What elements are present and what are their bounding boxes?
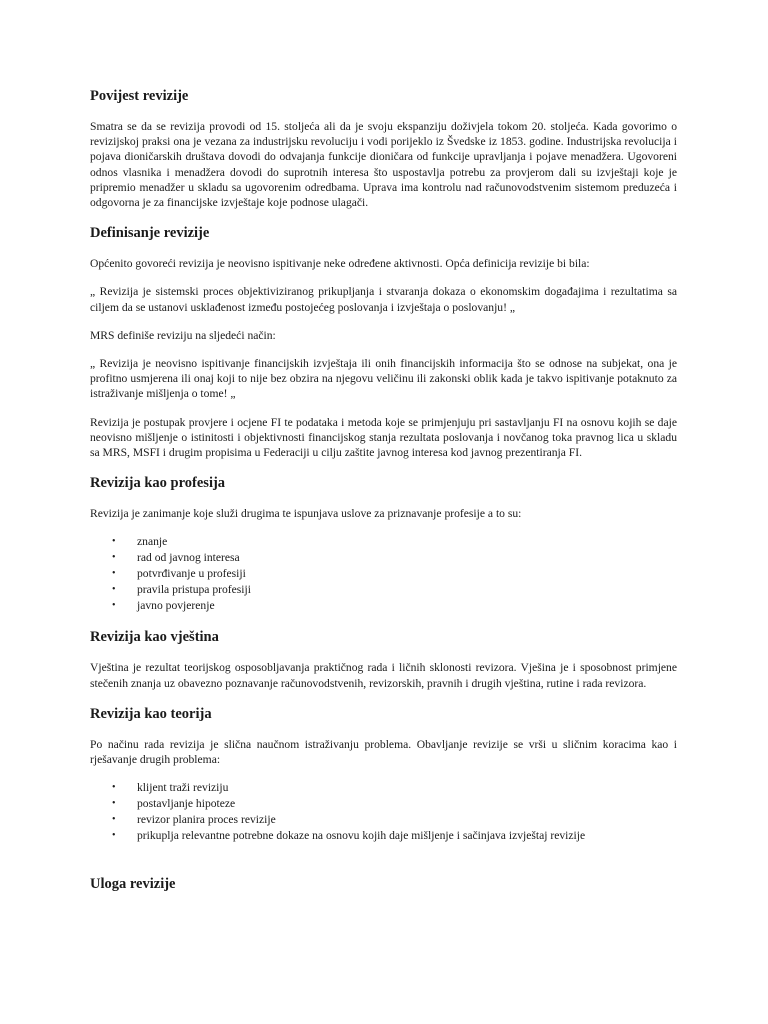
bullet-list [90, 534, 677, 614]
section-povijest-revizije [90, 86, 677, 210]
heading-revizija-kao-vjestina: Revizija kao vještina [90, 629, 219, 646]
document-page [90, 82, 677, 907]
heading-uloga-revizije: Uloga revizije [90, 876, 176, 893]
list-item [112, 550, 677, 566]
list-item [112, 566, 677, 582]
paragraph: MRS definiše reviziju na sljedeći način: [90, 328, 276, 342]
list-item [112, 582, 677, 598]
section-revizija-kao-teorija [90, 704, 677, 844]
paragraph: Smatra se da se revizija provodi od 15. stoljeća ali da je svoju ekspanziju doživjela tokom 20. stoljeća. Kada govorimo o revizijskoj praksi ona je vezana za industrijsku revoluciju i vodi porijeklo iz Švedske iz 1853. godine. Industrijska revolucija i pojava dioničarskih društava dovodi do odvajanja funkcije dioničara od funkcije upravljanja i pojave menadžera. Ugovoreni odnos vlasnika i menadžera dovodi do suprotnih interesa što uspostavlja potrebu za provjerom dali su izvještaji koje je pripremio menadžer u skladu sa ugovorenim odredbama. Uprava ima kontrolu nad računovodstvenim sistemom preduzeća i odgovorna je za financijske izvještaje koje podnose ulagači. [90, 120, 677, 210]
paragraph: Općenito govoreći revizija je neovisno ispitivanje neke određene aktivnosti. Opća definicija revizije bi bila: [90, 257, 590, 271]
paragraph: Revizija je postupak provjere i ocjene FI te podataka i metoda koje se primjenjuju pri sastavljanju FI na osnovu kojih se daje neovisno mišljenje o istinitosti i objektivnosti financijskog stanja rezultata poslovanja i novčanog toka pravnog lica u skladu sa MRS, MSFI i drugim propisima u Federaciji u cilju zaštite javnog interesa kod javnog prezentiranja FI. [90, 415, 677, 460]
heading-povijest-revizije: Povijest revizije [90, 88, 189, 104]
bullet-icon: • [112, 830, 116, 842]
bullet-icon: • [112, 568, 116, 580]
list-item-text: revizor planira proces revizije [137, 813, 276, 827]
quote-paragraph: „ Revizija je sistemski proces objektiviziranog prikupljanja i stvaranja dokaza o ekonomskim događajima i rezultatima sa ciljem da se ustanovi usklađenost između postojećeg poslovanja i izvještaja o poslovanju! „ [90, 285, 677, 314]
paragraph: Po načinu rada revizija je slična naučnom istraživanju problema. Obavljanje revizije se vrši u sličnim koracima kao i rješavanje drugih problema: [90, 737, 677, 767]
paragraph: Revizija je zanimanje koje služi drugima te ispunjava uslove za priznavanje profesije a to su: [90, 507, 522, 521]
list-item [112, 534, 677, 550]
bullet-icon: • [112, 536, 116, 548]
list-item-text: javno povjerenje [137, 599, 215, 613]
section-revizija-kao-profesija [90, 473, 677, 614]
heading-definisanje-revizije: Definisanje revizije [90, 225, 210, 242]
list-item [112, 828, 677, 844]
list-item [112, 812, 677, 828]
heading-revizija-kao-profesija: Revizija kao profesija [90, 475, 226, 492]
list-item [112, 796, 677, 812]
heading-revizija-kao-teorija: Revizija kao teorija [90, 705, 212, 722]
paragraph: Vještina je rezultat teorijskog osposobljavanja praktičnog rada i ličnih sklonosti revizora. Vješina je i sposobnost primjene stečenih znanja uz obavezno poznavanje računovodstvenih, revizorskih, pravnih i drugih vještina, rutine i rada revizora. [90, 661, 677, 690]
list-item [112, 780, 677, 796]
quote-paragraph: „ Revizija je neovisno ispitivanje financijskih izvještaja ili onih financijskih informacija što se odnose na subjekat, ona je profitno usmjerena ili onaj koji to nije bez obzira na njegovu veličinu ili zakonski oblik kada je takvo ispitivanje potaknuto za istraživanje mišljenja o tome! „ [90, 357, 677, 401]
list-item-text: pravila pristupa profesiji [137, 583, 251, 597]
list-item-text: prikuplja relevantne potrebne dokaze na osnovu kojih daje mišljenje i sačinjava izvještaj revizije [137, 829, 586, 843]
bullet-icon: • [112, 600, 116, 612]
list-item-text: potvrđivanje u profesiji [137, 567, 246, 581]
list-item-text: znanje [137, 535, 168, 549]
bullet-icon: • [112, 552, 116, 564]
section-definisanje-revizije [90, 223, 677, 460]
list-item-text: postavljanje hipoteze [137, 797, 236, 811]
list-item [112, 598, 677, 614]
bullet-icon: • [112, 814, 116, 826]
section-revizija-kao-vjestina [90, 627, 677, 690]
list-item-text: rad od javnog interesa [137, 551, 240, 565]
bullet-icon: • [112, 798, 116, 810]
bullet-icon: • [112, 782, 116, 794]
section-uloga-revizije [90, 874, 677, 894]
bullet-icon: • [112, 584, 116, 596]
bullet-list [90, 780, 677, 844]
list-item-text: klijent traži reviziju [137, 781, 229, 795]
